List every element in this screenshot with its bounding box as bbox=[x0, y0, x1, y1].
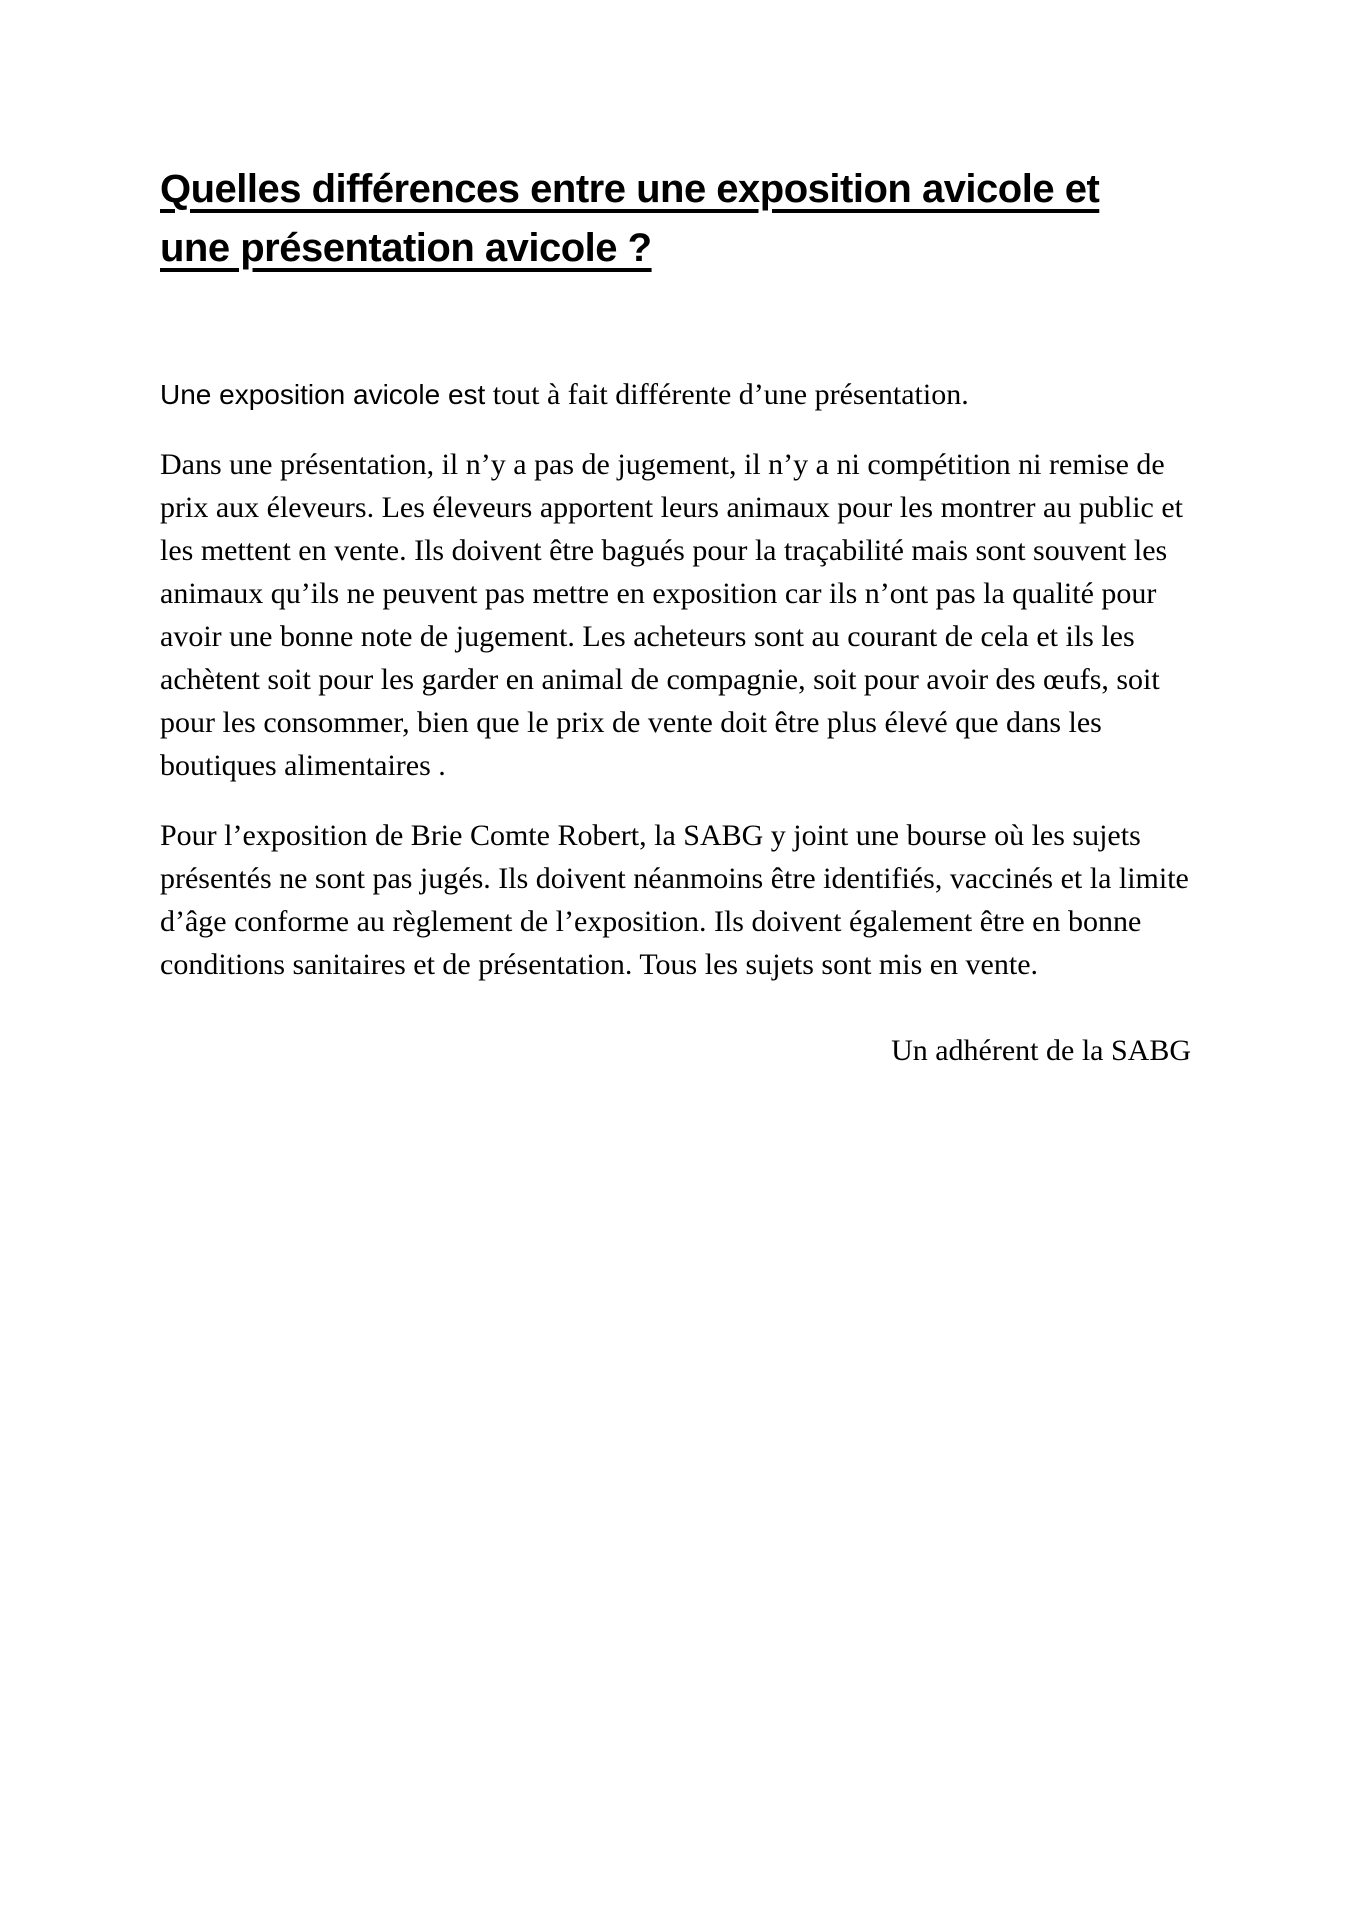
document-title-line2: une présentation avicole ? bbox=[160, 226, 652, 270]
paragraph-intro-lead: Une exposition avicole est bbox=[160, 379, 486, 410]
paragraph-presentation: Dans une présentation, il n’y a pas de jugement, il n’y a ni compétition ni remise de prix aux éleveurs. Les éleveurs apportent leurs animaux pour les montrer au public et les mettent en vente. Ils doivent être bagués pour la traçabilité mais sont souvent les animaux qu’ils ne peuvent pas mettre en exposition car ils n’ont pas la qualité pour avoir une bonne note de jugement. Les acheteurs sont au courant de cela et ils les achètent soit pour les garder en animal de compagnie, soit pour avoir des œufs, soit pour les consommer, bien que le prix de vente doit être plus élevé que dans les boutiques alimentaires . bbox=[160, 448, 1183, 782]
paragraph-intro-rest: tout à fait différente d’une présentation. bbox=[485, 378, 969, 411]
document-title-line1: Quelles différences entre une exposition avicole et bbox=[160, 167, 1100, 211]
document-title bbox=[160, 160, 1191, 278]
paragraph-exposition: Pour l’exposition de Brie Comte Robert, la SABG y joint une bourse où les sujets présentés ne sont pas jugés. Ils doivent néanmoins être identifiés, vaccinés et la limite d’âge conforme au règlement de l’exposition. Ils doivent également être en bonne conditions sanitaires et de présentation. Tous les sujets sont mis en vente. bbox=[160, 819, 1189, 981]
paragraph-intro bbox=[160, 373, 1191, 416]
document-body bbox=[160, 373, 1191, 1072]
signature-line: Un adhérent de la SABG bbox=[891, 1034, 1191, 1067]
